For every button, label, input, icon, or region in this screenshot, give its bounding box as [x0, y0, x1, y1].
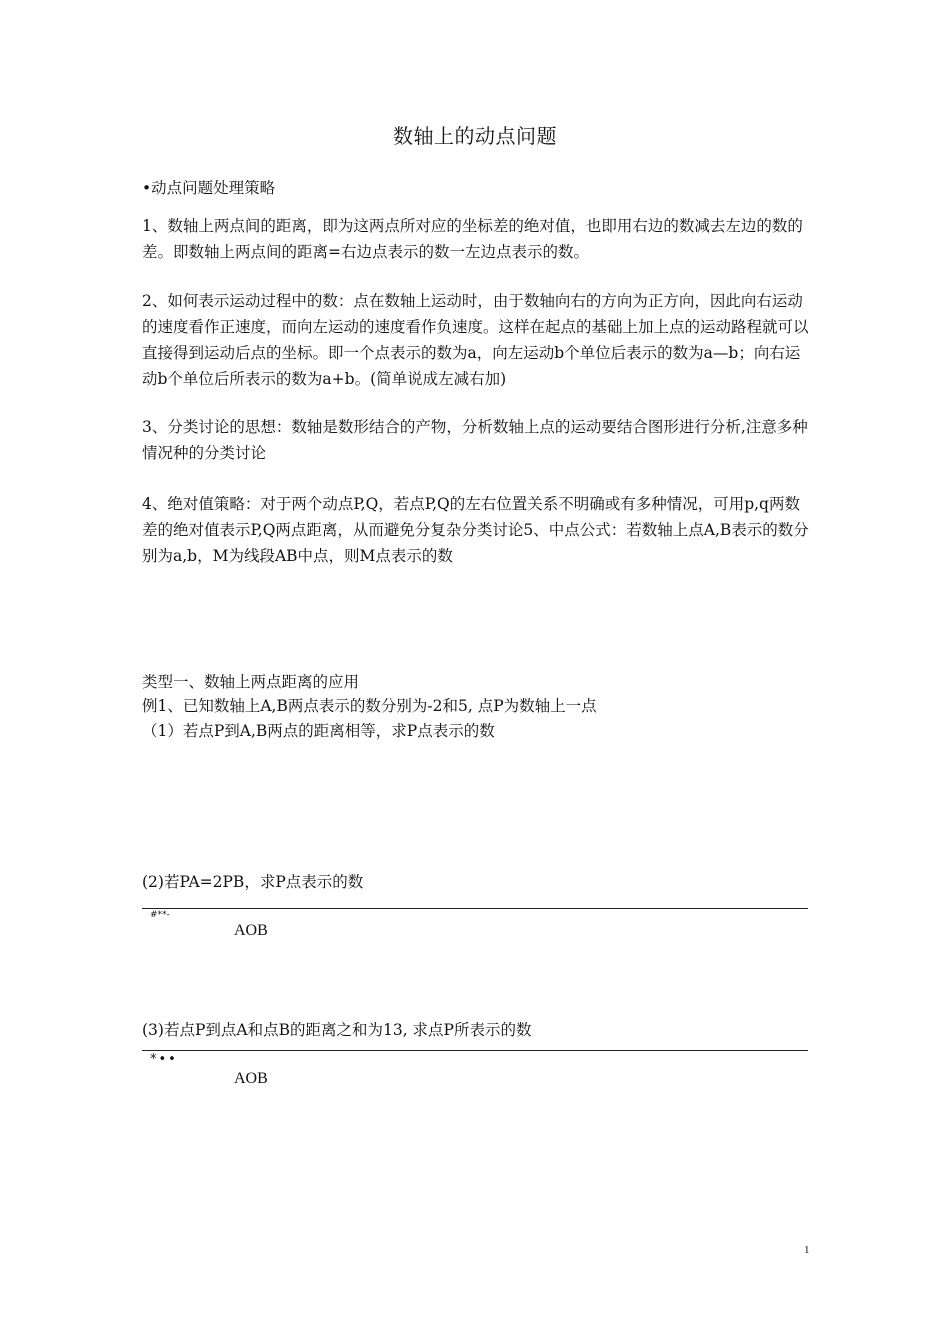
number-line-2-label: AOB — [234, 1070, 268, 1087]
number-line-1-label: AOB — [234, 922, 268, 939]
question-2: (2)若PA=2PB，求P点表示的数 — [142, 873, 364, 891]
number-line-2-marks: *•• — [150, 1052, 178, 1067]
strategy-4: 4、绝对值策略：对于两个动点P,Q，若点P,Q的左右位置关系不明确或有多种情况，可用p,q两数差的绝对值表示P,Q两点距离，从而避免分复杂分类讨论5、中点公式：若数轴上点A,B表示的数分别为a,b，M为线段AB中点，则M点表示的数 — [142, 495, 809, 565]
strategy-3: 3、分类讨论的思想：数轴是数形结合的产物，分析数轴上点的运动要结合图形进行分析,注意多种情况种的分类讨论 — [142, 418, 808, 462]
number-line-2 — [142, 1050, 808, 1051]
number-line-1-marks: #**- — [150, 910, 170, 920]
strategy-2: 2、如何表示运动过程中的数：点在数轴上运动时，由于数轴向右的方向为正方向，因此向右运动的速度看作正速度，而向左运动的速度看作负速度。这样在起点的基础上加上点的运动路程就可以直接得到运动后点的坐标。即一个点表示的数为a，向左运动b个单位后表示的数为a—b；向右运动b个单位后所表示的数为a+b。(简单说成左减右加) — [142, 292, 809, 388]
type-heading: 类型一、数轴上两点距离的应用 — [142, 673, 360, 691]
question-3: (3)若点P到点A和点B的距离之和为13, 求点P所表示的数 — [142, 1021, 532, 1039]
section-heading: •动点问题处理策略 — [142, 179, 276, 197]
number-line-1 — [142, 908, 808, 909]
example-intro: 例1、已知数轴上A,B两点表示的数分别为-2和5, 点P为数轴上一点 — [142, 697, 597, 715]
page-title: 数轴上的动点问题 — [393, 124, 557, 148]
strategy-1: 1、数轴上两点间的距离，即为这两点所对应的坐标差的绝对值，也即用右边的数减去左边的数的差。即数轴上两点间的距离=右边点表示的数一左边点表示的数。 — [142, 217, 803, 261]
question-1: （1）若点P到A,B两点的距离相等，求P点表示的数 — [142, 722, 495, 740]
page-number: 1 — [804, 1244, 810, 1256]
